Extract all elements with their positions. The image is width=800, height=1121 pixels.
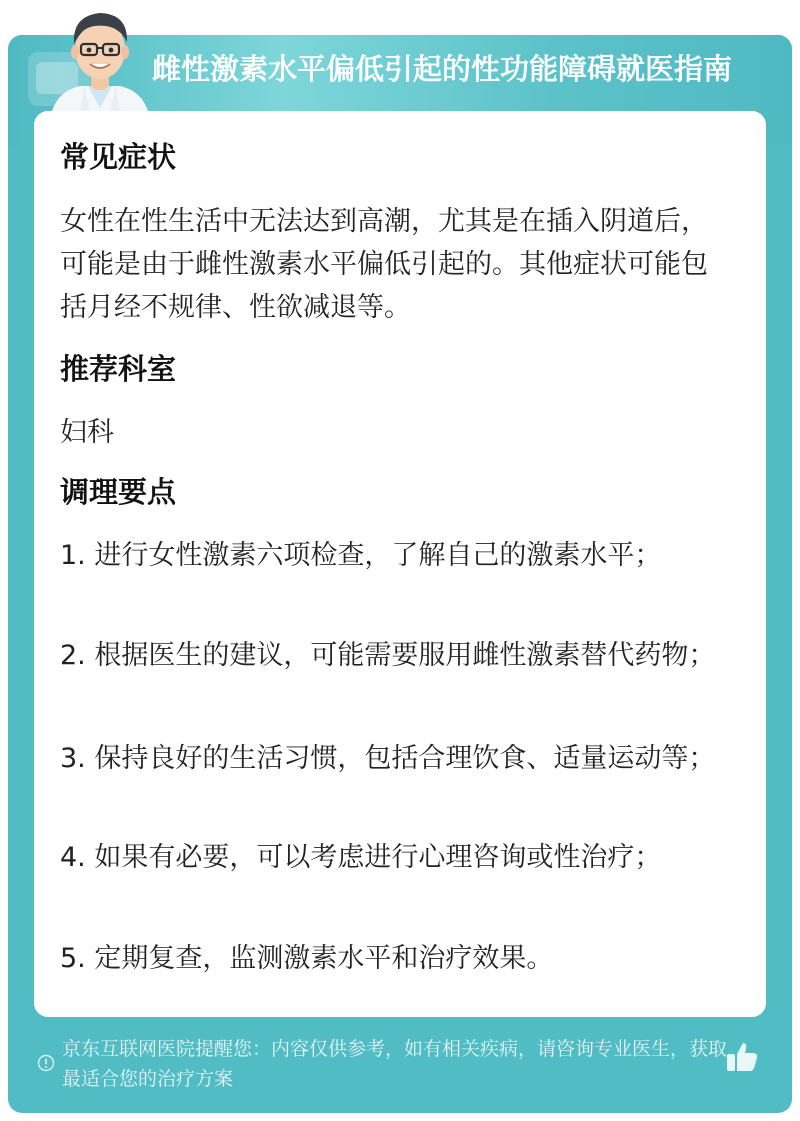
- department-heading: 推荐科室: [60, 352, 177, 386]
- doctor-avatar-icon: [40, 0, 160, 120]
- symptoms-heading: 常见症状: [60, 140, 177, 174]
- care-item: 5. 定期复查，监测激素水平和治疗效果。: [60, 943, 554, 974]
- care-item: 2. 根据医生的建议，可能需要服用雌性激素替代药物；: [60, 640, 716, 671]
- care-item: 4. 如果有必要，可以考虑进行心理咨询或性治疗；: [60, 842, 662, 873]
- care-item: 1. 进行女性激素六项检查，了解自己的激素水平；: [60, 540, 662, 571]
- care-item: 3. 保持良好的生活习惯，包括合理饮食、适量运动等；: [60, 743, 716, 774]
- thumbs-up-icon[interactable]: [724, 1039, 760, 1075]
- page-title: 雌性激素水平偏低引起的性功能障碍就医指南: [152, 53, 733, 86]
- department-text: 妇科: [60, 417, 114, 448]
- info-icon: [37, 1054, 55, 1072]
- care-heading: 调理要点: [60, 475, 177, 509]
- footer-disclaimer: 京东互联网医院提醒您：内容仅供参考，如有相关疾病，请咨询专业医生，获取最适合您的治疗方案: [62, 1038, 728, 1090]
- symptoms-text: 女性在性生活中无法达到高潮，尤其是在插入阴道后，可能是由于雌性激素水平偏低引起的。其他症状可能包括月经不规律、性欲减退等。: [60, 206, 708, 323]
